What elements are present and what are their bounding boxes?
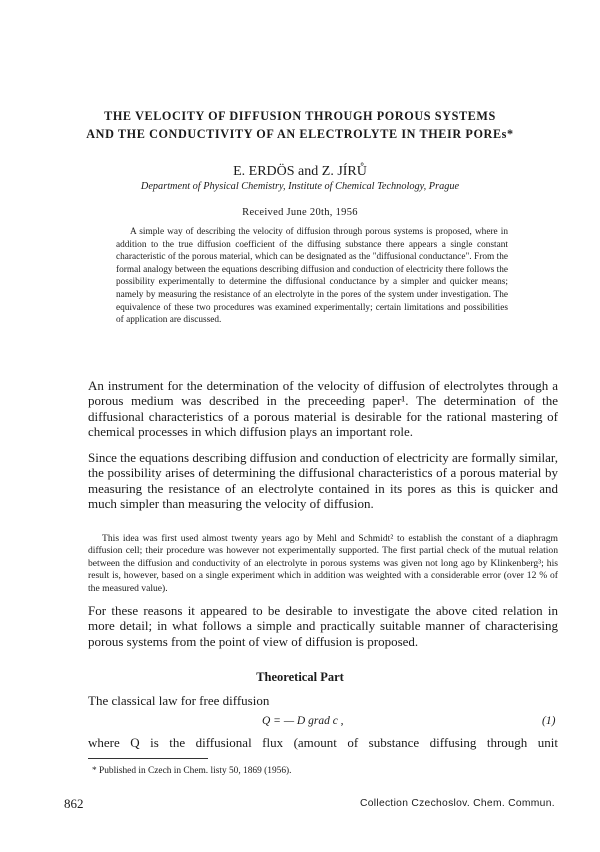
- page-number: 862: [64, 796, 84, 811]
- title-line-2: AND THE CONDUCTIVITY OF AN ELECTROLYTE IN THEIR POREs*: [86, 127, 514, 141]
- law-intro: The classical law for free diffusion: [88, 693, 270, 708]
- title-line-1: THE VELOCITY OF DIFFUSION THROUGH POROUS SYSTEMS: [104, 109, 496, 123]
- received-date: Received June 20th, 1956: [242, 207, 358, 218]
- journal-name: Collection Czechoslov. Chem. Commun.: [360, 798, 555, 809]
- section-heading: Theoretical Part: [256, 670, 344, 684]
- paragraph-history: This idea was first used almost twenty years ago by Mehl and Schmidt² to establish the constant of a diaphragm diffusion cell; their procedure was however not experimentally supported. The first partial check of the mutual relation between the diffusion and conductivity of an electrolyte in porous systems was given not long ago by Klinkenberg³; his result is, however, based on a single experiment which in addition was weighted with a considerable error (over 12 % of the measured value).: [88, 533, 558, 594]
- abstract: A simple way of describing the velocity of diffusion through porous systems is proposed, where in addition to the true diffusion coefficient of the diffusing substance there appears a single constant characteristic of the porous material, which can be designated as the "diffusional conductance". From the formal analogy between the equations describing diffusion and conduction of electricity there follows the possibility experimentally to determine the diffusional conductance by a simpler and quicker means; namely by measuring the resistance of an electrolyte in the pores of the system under investigation. The equivalence of these two procedures was examined experimentally; certain limitations and possibilities of application are discussed.: [116, 227, 508, 326]
- paragraph-analogy: Since the equations describing diffusion and conduction of electricity are formally similar, the possibility arises of determining the diffusional characteristics of a porous material by measuring the resistance of an electrolyte contained in its pores as this is quicker and much simpler than measuring the velocity of diffusion.: [88, 450, 558, 512]
- affiliation: Department of Physical Chemistry, Institute of Chemical Technology, Prague: [140, 181, 460, 192]
- paragraph-purpose: For these reasons it appeared to be desirable to investigate the above cited relation in more detail; in what follows a simple and practically suitable manner of characterising porous systems from the point of view of diffusion is proposed.: [88, 603, 558, 649]
- equation: Q = — D grad c ,: [262, 715, 344, 727]
- paragraph-intro: An instrument for the determination of the velocity of diffusion of electrolytes through a porous medium was described in the preceeding paper¹. The determination of the diffusional characteristics of a porous material is desirable for the rational mastering of chemical processes in which diffusion plays an important role.: [88, 378, 558, 440]
- equation-number: (1): [542, 715, 556, 727]
- paper-title: [40, 107, 560, 143]
- where-line: where Q is the diffusional flux (amount of substance diffusing through unit: [88, 735, 558, 750]
- footnote-rule: [88, 758, 208, 759]
- authors: E. ERDÖS and Z. JÍRŮ: [233, 164, 367, 179]
- footnote: * Published in Czech in Chem. listy 50, 1869 (1956).: [92, 766, 292, 776]
